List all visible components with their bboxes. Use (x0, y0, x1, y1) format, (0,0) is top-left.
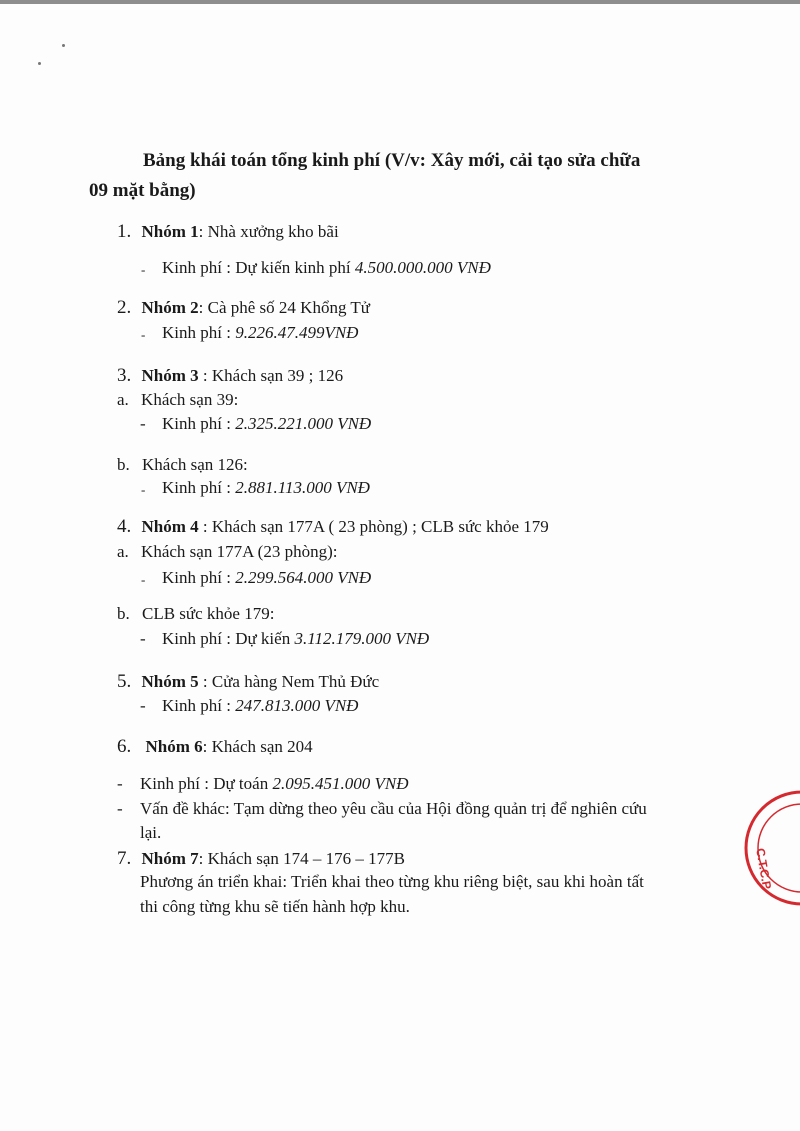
group-4-sub-a-cost (162, 568, 371, 588)
group-3-sub-a-cost (162, 414, 371, 434)
cost-value: 3.112.179.000 VNĐ (294, 629, 430, 648)
plan-label: Phương án triển khai: (140, 872, 288, 891)
group-2-heading (117, 297, 370, 319)
group-6-heading (117, 736, 313, 758)
group-6-description: : Khách sạn 204 (202, 737, 313, 756)
group-4-sub-b (117, 604, 274, 624)
cost-prefix: Kinh phí : (162, 478, 236, 497)
group-2-number: 2. (117, 297, 132, 318)
scan-speck (62, 44, 65, 47)
bullet-dash: - (141, 262, 146, 277)
sub-item-name: Khách sạn 39: (141, 390, 239, 409)
group-7-label: Nhóm 7 (141, 849, 199, 868)
cost-prefix: Kinh phí : Dự toán (140, 774, 273, 793)
group-3-sub-b (117, 455, 248, 475)
group-3-number: 3. (117, 365, 132, 386)
group-5-number: 5. (117, 671, 132, 692)
cost-prefix: Kinh phí : Dự kiến (162, 629, 295, 648)
cost-value: 4.500.000.000 VNĐ (354, 258, 491, 277)
cost-value: 2.095.451.000 VNĐ (272, 774, 409, 793)
sub-item-letter: b. (117, 604, 130, 623)
group-1-number: 1. (117, 221, 132, 242)
cost-prefix: Kinh phí : (162, 323, 236, 342)
scan-speck (38, 62, 41, 65)
group-3-heading (117, 365, 343, 387)
group-6-note-line1: Vấn đề khác: Tạm dừng theo yêu cầu của Hội đồng quản trị để nghiên cứu (140, 799, 647, 818)
document-title-line1: Bảng khái toán tổng kinh phí (V/v: Xây mới, cải tạo sửa chữa (143, 150, 641, 171)
bullet-dash: - (141, 572, 146, 587)
group-7-plan-line1 (140, 872, 644, 892)
sub-item-name: Khách sạn 126: (142, 455, 248, 474)
cost-prefix: Kinh phí : (162, 568, 236, 587)
group-7-plan-line2: thi công từng khu sẽ tiến hành hợp khu. (140, 897, 410, 916)
group-5-cost (162, 696, 358, 716)
cost-value: 2.299.564.000 VNĐ (235, 568, 372, 587)
bullet-dash: - (141, 327, 146, 342)
bullet-dash: - (117, 774, 123, 793)
sub-item-letter: b. (117, 455, 130, 474)
cost-prefix: Kinh phí : (162, 414, 236, 433)
group-3-sub-a (117, 390, 238, 410)
group-4-description: : Khách sạn 177A ( 23 phòng) ; CLB sức khỏe 179 (198, 517, 549, 536)
group-6-number: 6. (117, 736, 132, 757)
group-1-label: Nhóm 1 (141, 222, 199, 241)
group-6-cost (140, 774, 408, 794)
group-5-heading (117, 671, 379, 693)
seal-text: C.T.C.P (753, 847, 775, 891)
group-2-cost (162, 323, 358, 343)
group-5-label: Nhóm 5 (141, 672, 199, 691)
group-1-heading (117, 221, 339, 243)
sub-item-letter: a. (117, 542, 129, 561)
sub-item-name: Khách sạn 177A (23 phòng): (141, 542, 338, 561)
cost-value: 2.325.221.000 VNĐ (235, 414, 372, 433)
sub-item-letter: a. (117, 390, 129, 409)
company-seal (742, 788, 800, 908)
cost-value: 247.813.000 VNĐ (235, 696, 359, 715)
group-1-cost (162, 258, 491, 278)
group-5-description: : Cửa hàng Nem Thủ Đức (198, 672, 380, 691)
plan-text: Triển khai theo từng khu riêng biệt, sau khi hoàn tất (287, 872, 644, 891)
cost-prefix: Kinh phí : Dự kiến kinh phí (162, 258, 355, 277)
document-title-line2: 09 mặt bằng) (89, 180, 196, 201)
group-4-number: 4. (117, 516, 132, 537)
bullet-dash: - (140, 414, 146, 433)
sub-item-name: CLB sức khỏe 179: (142, 604, 275, 623)
scan-top-edge (0, 0, 800, 4)
group-7-heading (117, 848, 405, 870)
cost-value: 2.881.113.000 VNĐ (235, 478, 370, 497)
cost-prefix: Kinh phí : (162, 696, 236, 715)
group-4-sub-b-cost (162, 629, 429, 649)
bullet-dash: - (141, 482, 146, 497)
cost-value: 9.226.47.499VNĐ (235, 323, 359, 342)
group-7-number: 7. (117, 848, 132, 869)
group-2-description: : Cà phê số 24 Khổng Tử (198, 298, 370, 317)
group-6-label: Nhóm 6 (145, 737, 203, 756)
group-4-sub-a (117, 542, 337, 562)
group-4-heading (117, 516, 549, 538)
group-3-label: Nhóm 3 (141, 366, 199, 385)
bullet-dash: - (140, 696, 146, 715)
group-1-description: : Nhà xưởng kho bãi (198, 222, 339, 241)
group-3-sub-b-cost (162, 478, 370, 498)
group-7-description: : Khách sạn 174 – 176 – 177B (198, 849, 405, 868)
group-2-label: Nhóm 2 (141, 298, 199, 317)
bullet-dash: - (140, 629, 146, 648)
group-3-description: : Khách sạn 39 ; 126 (198, 366, 344, 385)
group-4-label: Nhóm 4 (141, 517, 199, 536)
bullet-dash: - (117, 799, 123, 818)
group-6-note-line2: lại. (140, 823, 162, 842)
